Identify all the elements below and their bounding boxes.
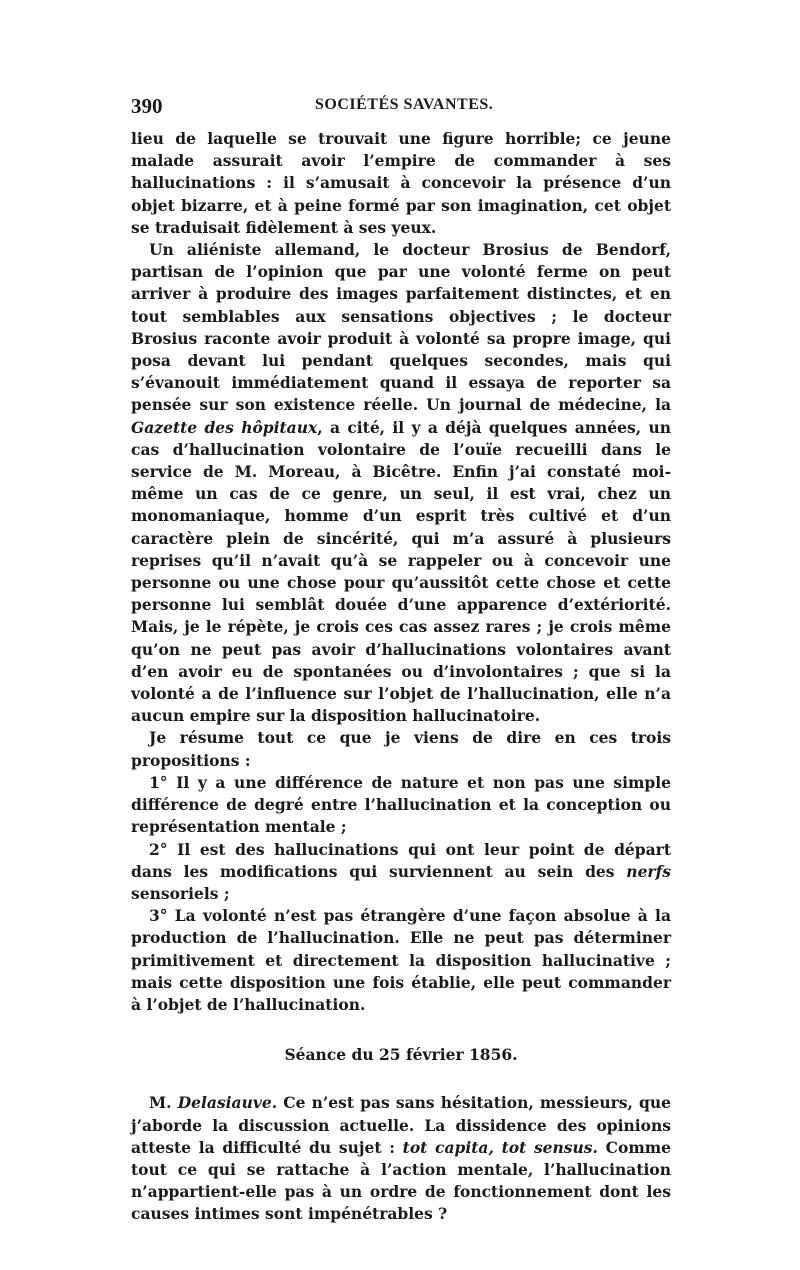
paragraph-2-text-a: Un aliéniste allemand, le docteur Brosius de Bendorf, partisan de l’opinion que par une volonté ferme on peut arriver à produire des images parfaitement distinctes, et en tout semblables aux sensations objectives ; le docteur Brosius raconte avoir produit à volonté sa propre image, qui posa devant lui pendant quelques secondes, mais qui s’évanouit immédiatement quand il essaya de reporter sa pensée sur son existence réelle. Un journal de médecine, la	[131, 240, 671, 415]
proposition-3: 3° La volonté n’est pas étrangère d’une façon absolue à la production de l’hallucination. Elle ne peut pas déterminer primitivement et directement la disposition hallucinative ; mais cette disposition une fois établie, elle peut commander à l’objet de l’hallucination.	[131, 906, 671, 1014]
paragraph-7	[131, 1092, 671, 1225]
paragraph-7-text-b: Comme tout ce qui se rattache à l’action mentale, l’hallucination n’appartient-elle pas à un ordre de fonctionnement dont les causes intimes sont impénétrables ?	[131, 1137, 671, 1224]
paragraph-2	[131, 239, 671, 727]
proposition-2-text-a: 2° Il est des hallucinations qui ont leur point de départ dans les modifications qui surviennent au sein des	[131, 839, 671, 881]
paragraph-3: Je résume tout ce que je viens de dire en ces trois propositions :	[131, 728, 671, 770]
latin-quote: tot capita, tot sensus.	[402, 1137, 598, 1157]
page-number: 390	[131, 94, 163, 118]
paragraph-1: lieu de laquelle se trouvait une figure horrible; ce jeune malade assurait avoir l’empire de commander à ses hallucinations : il s’amusait à concevoir la présence d’un objet bizarre, et à peine formé par son imagination, cet objet se traduisait fidèlement à ses yeux.	[131, 129, 671, 237]
speaker-prefix: M.	[149, 1093, 178, 1113]
page-body	[131, 128, 671, 1226]
session-heading: Séance du 25 février 1856.	[284, 1045, 518, 1065]
running-title: SOCIÉTÉS SAVANTES.	[315, 96, 494, 113]
paragraph-7-text-a: Ce n’est pas sans hésitation, messieurs, que j’aborde la discussion actuelle. La dissidence des opinions atteste la difficulté du sujet :	[131, 1093, 672, 1157]
paragraph-2-text-b: , a cité, il y a déjà quelques années, un cas d’hallucination volontaire de l’ouïe recueilli dans le service de M. Moreau, à Bicêtre. Enfin j’ai constaté moi-même un cas de ce genre, un seul, il est vrai, chez un monomaniaque, homme d’un esprit très cultivé et d’un caractère plein de sincérité, qui m’a assuré à plusieurs reprises qu’il n’avait qu’à se rappeler ou à concevoir une personne ou une chose pour qu’aussitôt cette chose et cette personne lui semblât douée d’une apparence d’extériorité. Mais, je le répète, je crois ces cas assez rares ; je crois même qu’on ne peut pas avoir d’hallucinations volontaires avant d’en avoir eu de spontanées ou d’involontaires ; que si la volonté a de l’influence sur l’objet de l’hallucination, elle n’a aucun empire sur la disposition hallucinatoire.	[131, 417, 672, 726]
proposition-2-text-b: sensoriels ;	[131, 883, 230, 903]
page-header	[131, 94, 671, 120]
speaker-name: Delasiauve.	[177, 1093, 278, 1113]
proposition-1: 1° Il y a une différence de nature et non pas une simple différence de degré entre l’hallucination et la conception ou représentation mentale ;	[131, 772, 671, 837]
nerfs-term: nerfs	[626, 861, 671, 881]
journal-title: Gazette des hôpitaux	[131, 417, 318, 437]
proposition-2	[131, 839, 671, 906]
